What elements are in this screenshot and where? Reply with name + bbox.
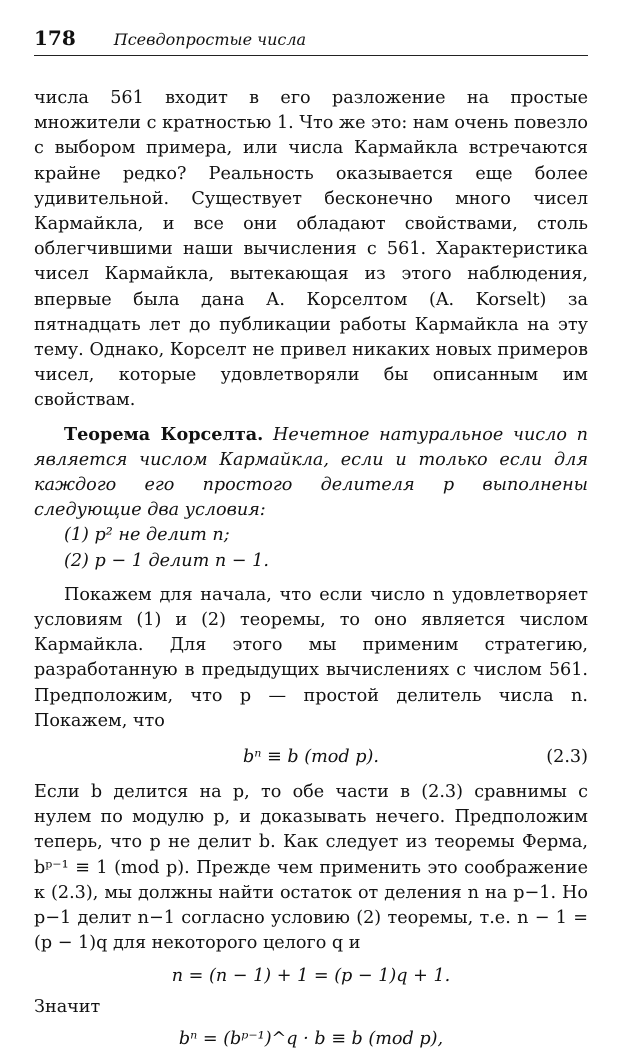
equation-final-body: bⁿ = (bᵖ⁻¹)^q · b ≡ b (mod p), <box>178 1028 444 1049</box>
theorem-statement: Нечетное натуральное число n является числом Кармайкла, если и только если для каждого его простого делителя p выполнены следующие два условия: <box>34 424 588 521</box>
running-title: Псевдопростые числа <box>113 30 307 49</box>
paragraph-intro: числа 561 входит в его разложение на простые множители с кратностью 1. Что же это: нам очень повезло с выбором примера, или числа Кармайкла встречаются крайне редко? Реальность оказывается еще более удивительной. Существует бесконечно много чисел Кармайкла, и все они обладают свойствами, столь облегчившими наши вычисления с 561. Характеристика чисел Кармайкла, вытекающая из этого наблюдения, впервые была дана А. Корселтом (A. Korselt) за пятнадцать лет до публикации работы Кармайкла на эту тему. Однако, Корселт не привел никаких новых примеров чисел, которые удовлетворяли бы описанным им свойствам. <box>34 88 588 411</box>
paragraph-proof-start: Покажем для начала, что если число n удовлетворяет условиям (1) и (2) теоремы, то оно является числом Кармайкла. Для этого мы применим стратегию, разработанную в предыдущих вычислениях с числом 561. Предположим, что p — простой делитель числа n. Покажем, что <box>34 584 588 731</box>
page-number: 178 <box>34 26 76 50</box>
equation-final <box>34 1020 588 1058</box>
theorem-title: Теорема Корселта. <box>64 423 264 445</box>
equation-2-3-body: bⁿ ≡ b (mod p). <box>243 747 379 768</box>
equation-2-3 <box>34 734 588 780</box>
paragraph-therefore: Значит <box>34 996 101 1017</box>
equation-n-decomposition <box>34 957 588 995</box>
equation-2-3-tag: (2.3) <box>546 747 588 768</box>
theorem-condition-2: (2) p − 1 делит n − 1. <box>64 550 269 571</box>
theorem-block <box>34 422 588 524</box>
page-header <box>34 26 588 56</box>
paragraph-fermat: Если b делится на p, то обе части в (2.3) сравнимы с нулем по модулю p, и доказывать нечего. Предположим теперь, что p не делит b. Как следует из теоремы Ферма, bᵖ⁻¹ ≡ 1 (mod p). Прежде чем применить это соображение к (2.3), мы должны найти остаток от деления n на p−1. Но p−1 делит n−1 согласно условию (2) теоремы, т.е. n − 1 = (p − 1)q для некоторого целого q и <box>34 782 588 954</box>
theorem-condition-1: (1) p² не делит n; <box>64 525 230 546</box>
equation-n-decomposition-body: n = (n − 1) + 1 = (p − 1)q + 1. <box>171 965 451 986</box>
